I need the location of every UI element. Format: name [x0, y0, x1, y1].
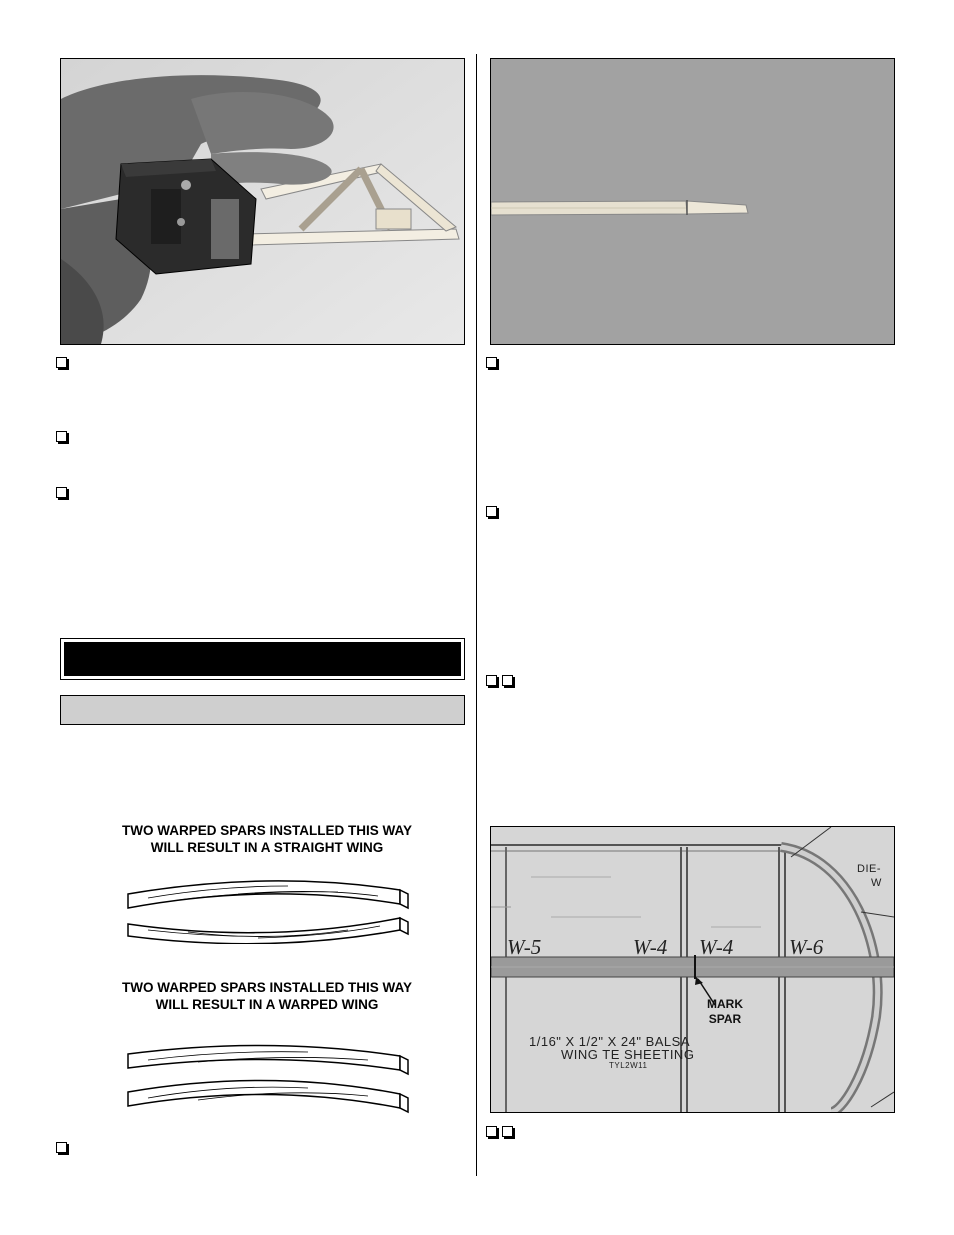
- plan-label-w4-right: W-4: [699, 935, 734, 959]
- photo-plan-mark-spar: [490, 826, 895, 1113]
- photo-sanding-block: [60, 58, 465, 345]
- section-heading-bar: [60, 638, 465, 680]
- step-checkbox-pair-2[interactable]: [502, 675, 513, 686]
- part-code-label: TYL2W11: [609, 1061, 648, 1070]
- mark-label-line1: MARK: [707, 997, 743, 1011]
- die-cut-label-2: W: [871, 877, 882, 889]
- step-checkbox[interactable]: [486, 357, 497, 368]
- mark-spar-label: [695, 997, 755, 1027]
- step-checkbox[interactable]: [56, 1142, 67, 1153]
- diagram-caption-straight: TWO WARPED SPARS INSTALLED THIS WAY WILL RESULT IN A STRAIGHT WING: [121, 823, 412, 855]
- plan-label-w4-left: W-4: [633, 935, 668, 959]
- die-cut-label: DIE-: [857, 863, 881, 875]
- step-checkbox[interactable]: [56, 487, 67, 498]
- column-divider: [476, 54, 477, 1176]
- spars-straight-illustration: [118, 872, 418, 944]
- sheeting-label-1: 1/16" X 1/2" X 24" BALSA: [529, 1034, 690, 1049]
- subsection-heading-bar: [60, 695, 465, 725]
- sheeting-label-2: WING TE SHEETING: [561, 1047, 695, 1062]
- plan-label-w5: W-5: [507, 935, 542, 959]
- step-checkbox[interactable]: [56, 431, 67, 442]
- photo-spar-joint: [490, 58, 895, 345]
- step-checkbox-pair-1[interactable]: [486, 1126, 497, 1137]
- diagram-caption-warped: TWO WARPED SPARS INSTALLED THIS WAY WILL RESULT IN A WARPED WING: [121, 980, 412, 1012]
- step-checkbox-pair-2[interactable]: [502, 1126, 513, 1137]
- step-checkbox-pair-1[interactable]: [486, 675, 497, 686]
- plan-label-w6: W-6: [789, 935, 824, 959]
- mark-label-line2: SPAR: [708, 1012, 742, 1026]
- step-checkbox[interactable]: [486, 506, 497, 517]
- spars-warped-illustration: [118, 1038, 418, 1114]
- step-checkbox[interactable]: [56, 357, 67, 368]
